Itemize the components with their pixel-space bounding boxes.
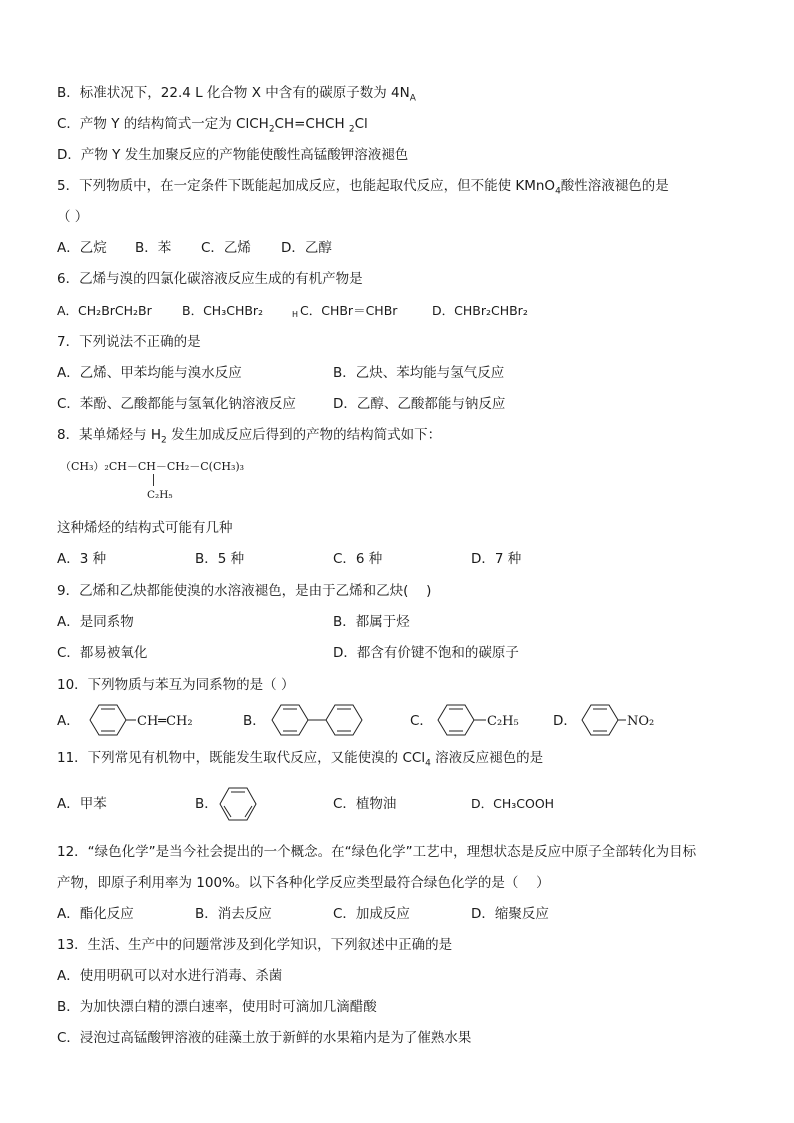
q12-option-d: D．缩聚反应 — [471, 906, 549, 922]
q4-option-b: B．标准状况下，22.4 L 化合物 X 中含有的碳原子数为 $4N_A$ — [57, 85, 416, 104]
q12-stem-line2: 产物，即原子利用率为 100%。以下各种化学反应类型最符合绿色化学的是（ ） — [57, 875, 550, 891]
q11-stem: 11．下列常见有机物中，既能发生取代反应，又能使溴的 CCl$_4$ 溶液反应褪色的是 — [57, 750, 544, 769]
q10-label-b: B． — [243, 713, 266, 729]
q11-option-c: C．植物油 — [333, 796, 397, 812]
q6-option-a: A．CH₂BrCH₂Br — [57, 303, 152, 318]
q10-option-d-nitrobenzene — [574, 700, 684, 740]
q8-option-a: A．3 种 — [57, 551, 107, 567]
q10-stem: 10．下列物质与苯互为同系物的是（ ） — [57, 677, 295, 693]
q6-option-c: C．CHBr＝CHBr — [300, 303, 398, 318]
q8-option-c: C．6 种 — [333, 551, 383, 567]
q10-a-substituent: CH═CH₂ — [137, 714, 193, 729]
q5-option-b: B．苯 — [135, 240, 172, 256]
q13-option-a: A．使用明矾可以对水进行消毒、杀菌 — [57, 968, 283, 984]
q5-answer-paren: （ ） — [57, 209, 89, 225]
q5-option-c: C．乙烯 — [201, 240, 251, 256]
q13-option-c: C．浸泡过高锰酸钾溶液的硅藻土放于新鲜的水果箱内是为了催熟水果 — [57, 1030, 472, 1046]
q8-option-b: B．5 种 — [195, 551, 245, 567]
q9-option-a: A．是同系物 — [57, 614, 134, 630]
q12-option-c: C．加成反应 — [333, 906, 410, 922]
q11-option-b: B． — [195, 796, 218, 812]
q12-option-b: B．消去反应 — [195, 906, 272, 922]
q8-question: 这种烯烃的结构式可能有几种 — [57, 520, 233, 536]
q10-label-c: C． — [410, 713, 433, 729]
q9-stem: 9．乙烯和乙炔都能使溴的水溶液褪色，是由于乙烯和乙炔( ) — [57, 583, 432, 599]
q6-stem: 6．乙烯与溴的四氯化碳溶液反应生成的有机产物是 — [57, 271, 363, 287]
q10-label-a: A． — [57, 713, 80, 729]
q8-branch-group: C₂H₅ — [147, 489, 173, 501]
q9-option-b: B．都属于烃 — [333, 614, 410, 630]
q10-c-substituent: C₂H₅ — [487, 714, 519, 729]
q8-branch-bond — [153, 474, 154, 486]
q7-option-d: D．乙醇、乙酸都能与钠反应 — [333, 396, 506, 412]
q13-stem: 13．生活、生产中的问题常涉及到化学知识，下列叙述中正确的是 — [57, 937, 453, 953]
q12-option-a: A．酯化反应 — [57, 906, 134, 922]
q5-option-d: D．乙醇 — [281, 240, 332, 256]
q9-option-c: C．都易被氧化 — [57, 645, 148, 661]
q8-option-d: D．7 种 — [471, 551, 522, 567]
q4-option-d: D．产物 Y 发生加聚反应的产物能使酸性高锰酸钾溶液褪色 — [57, 147, 409, 163]
q10-d-substituent: NO₂ — [627, 714, 655, 729]
q10-option-b-biphenyl — [264, 700, 384, 740]
q4-option-c: C．产物 Y 的结构简式一定为 ClCH$_2$CH=CHCH $_2$Cl — [57, 116, 368, 135]
q11-option-d: D．CH₃COOH — [471, 796, 555, 811]
q8-structural-formula: （CH₃）₂CH－CH－CH₂－C(CH₃)₃ — [60, 460, 245, 473]
q5-stem: 5．下列物质中，在一定条件下既能起加成反应，也能起取代反应，但不能使 KMnO$_4$酸性溶液褪色的是 — [57, 178, 669, 197]
q10-label-d: D． — [553, 713, 577, 729]
q6-option-d: D．CHBr₂CHBr₂ — [432, 303, 528, 318]
q7-option-c: C．苯酚、乙酸都能与氢氧化钠溶液反应 — [57, 396, 296, 412]
q10-option-a-styrene — [80, 700, 220, 740]
q6-option-b: B．CH₃CHBr₂ — [182, 303, 264, 318]
q5-option-a: A．乙烷 — [57, 240, 107, 256]
q7-option-a: A．乙烯、甲苯均能与溴水反应 — [57, 365, 242, 381]
q9-option-d: D．都含有价键不饱和的碳原子 — [333, 645, 519, 661]
q7-option-b: B．乙炔、苯均能与氢气反应 — [333, 365, 505, 381]
q11-option-a: A．甲苯 — [57, 796, 107, 812]
q10-option-c-ethylbenzene — [430, 700, 540, 740]
q13-option-b: B．为加快漂白精的漂白速率，使用时可滴加几滴醋酸 — [57, 999, 377, 1015]
q12-stem-line1: 12．“绿色化学”是当今社会提出的一个概念。在“绿色化学”工艺中，理想状态是反应中原子全部转化为目标 — [57, 844, 697, 860]
q11-benzene-ring — [216, 784, 266, 826]
q8-stem: 8．某单烯烃与 $H_2$ 发生加成反应后得到的产物的结构简式如下： — [57, 427, 442, 446]
q7-stem: 7．下列说法不正确的是 — [57, 334, 201, 350]
q6-stray-mark: H — [292, 310, 299, 319]
